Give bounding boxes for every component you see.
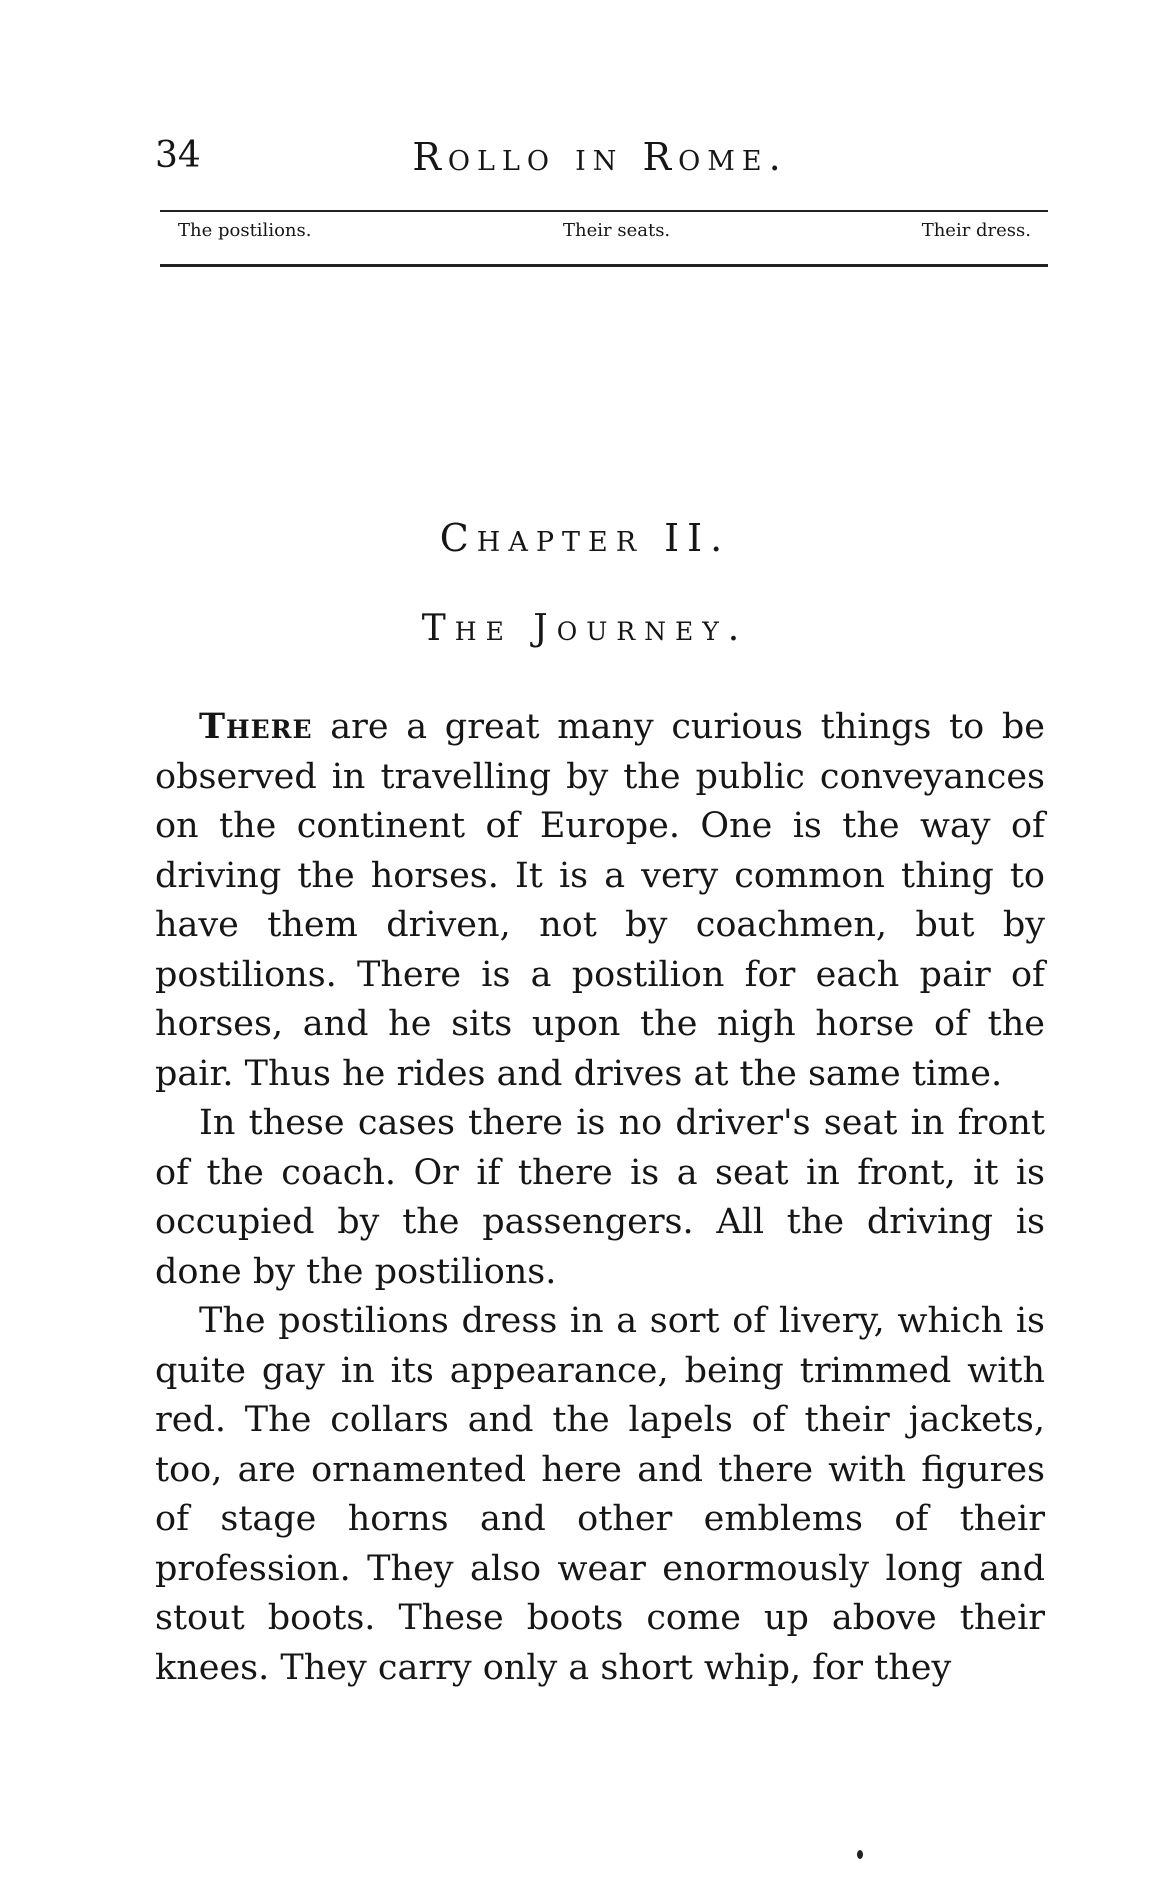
- chapter-title: The Journey.: [421, 608, 749, 649]
- paragraph: [155, 702, 1045, 1099]
- paragraph: [155, 1099, 1045, 1297]
- body-text: [155, 702, 1045, 1693]
- paragraph-text: In these cases there is no driver's seat in front of the coach. Or if there is a seat in front, it is occupied by the passengers. All the driving is done by the postilions.: [155, 1103, 1045, 1292]
- page-header: [155, 135, 1045, 198]
- topic-item: Their seats.: [563, 220, 671, 241]
- header-rule-bottom: [160, 264, 1048, 267]
- page-number: 34: [155, 135, 201, 176]
- paragraph: [155, 1297, 1045, 1693]
- paragraph-text: The postilions dress in a sort of livery, which is quite gay in its appearance, being trimmed with red. The collars and the lapels of their jackets, too, are ornamented here and there with figures of stage horns and other emblems of their profession. They also wear enormously long and stout boots. These boots come up above their knees. They carry only a short whip, for they: [155, 1301, 1045, 1688]
- running-title: Rollo in Rome.: [412, 135, 788, 179]
- topic-item: The postilions.: [178, 220, 312, 241]
- header-rule-top: [160, 210, 1048, 212]
- paragraph-text: are a great many curious things to be observed in travelling by the public conveyances on the continent of Europe. One is the way of driving the horses. It is a very common thing to have them driven, not by coachmen, but by postilions. There is a postilion for each pair of horses, and he sits upon the nigh horse of the pair. Thus he rides and drives at the same time.: [155, 707, 1045, 1094]
- ink-speck: [857, 1850, 863, 1859]
- chapter-heading: Chapter II.: [439, 516, 731, 560]
- paragraph-first-word: There: [199, 706, 313, 747]
- topic-summary: [178, 222, 1031, 240]
- topic-item: Their dress.: [921, 220, 1031, 241]
